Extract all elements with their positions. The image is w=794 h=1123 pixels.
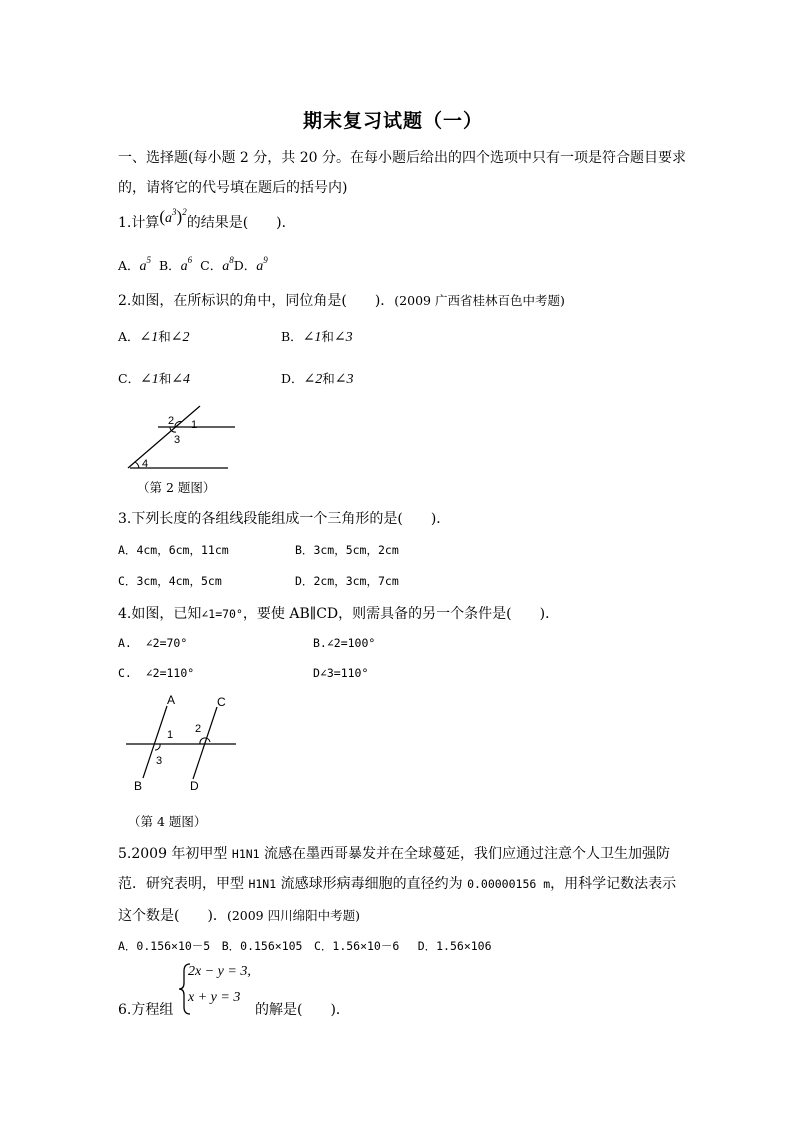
- section-heading-line2: 的，请将它的代号填在题后的括号内): [118, 180, 348, 196]
- q2-option-d: D．∠2和∠3: [281, 371, 354, 387]
- q2-fig-label-3: 3: [174, 434, 181, 446]
- q3-option-b: B．3cm，5cm，2cm: [295, 543, 399, 557]
- q3-option-a: A．4cm，6cm，11cm: [118, 543, 229, 557]
- q6-equation-1: 2x − y = 3,: [188, 964, 251, 979]
- q6-suffix: 的解是( )．: [255, 1002, 350, 1018]
- q4-option-d: D∠3=110°: [313, 666, 369, 680]
- q4-caption: （第 4 题图）: [128, 814, 207, 829]
- q1-prefix: 1.计算: [118, 215, 160, 231]
- q4-fig-label-a: A: [167, 693, 176, 707]
- q4-figure: [118, 690, 248, 800]
- q4-option-b: B.∠2=100°: [313, 636, 376, 650]
- q1-option-c: C．$a^8$: [200, 255, 234, 274]
- q1-expr-exp-inner: 3: [172, 207, 177, 217]
- q1-suffix: 的结果是( )．: [186, 215, 296, 231]
- q5-options: A．0.156×10－5 B．0.156×105 C．1.56×10－6 D．1.56×106: [118, 939, 492, 953]
- q1-expr-base: a: [165, 211, 173, 226]
- q1-stem: [118, 207, 296, 232]
- q1-expression: $(a^3)^2$: [159, 207, 187, 226]
- q1-option-a: A．$a^5$: [118, 255, 152, 274]
- q3-option-c: C．3cm，4cm，5cm: [118, 574, 222, 588]
- q5-line1: 5.2009 年初甲型 H1N1 流感在墨西哥暴发并在全球蔓延，我们应通过注意个人卫生加强防: [118, 846, 671, 862]
- q1-expr-exp-outer: 2: [182, 207, 187, 217]
- q4-stem: 4.如图，已知∠1=70°，要使 AB∥CD，则需具备的另一个条件是( )．: [118, 606, 560, 622]
- q2-option-a: A．∠1和∠2: [118, 329, 190, 345]
- q4-fig-line-cd: [193, 707, 217, 779]
- q4-fig-arc-3: [155, 744, 160, 750]
- q2-option-b: B．∠1和∠3: [281, 329, 353, 345]
- q4-option-a: A. ∠2=70°: [118, 636, 188, 650]
- q4-fig-label-1: 1: [167, 729, 174, 741]
- q4-fig-label-b: B: [134, 779, 143, 793]
- q2-fig-label-2: 2: [168, 415, 175, 427]
- q4-fig-label-d: D: [190, 779, 199, 793]
- q1-options: [118, 256, 268, 275]
- q2-stem: 2.如图，在所标识的角中，同位角是( )．(2009 广西省桂林百色中考题): [118, 293, 565, 309]
- q2-figure: [120, 400, 250, 475]
- q2-option-c: C．∠1和∠4: [118, 371, 191, 387]
- q1-option-b: B．$a^6$: [158, 255, 193, 274]
- q5-line2: 范．研究表明，甲型 H1N1 流感球形病毒细胞的直径约为 0.00000156 m，用科学记数法表示: [118, 876, 677, 892]
- section-heading-line1: 一、选择题(每小题 2 分，共 20 分。在每小题后给出的四个选项中只有一项是符合题目要求: [118, 150, 686, 166]
- page-title: 期末复习试题（一）: [303, 110, 484, 132]
- q6-equation-2: x + y = 3: [188, 990, 241, 1005]
- q3-stem: 3.下列长度的各组线段能组成一个三角形的是( )．: [118, 511, 451, 527]
- q4-option-c: C. ∠2=110°: [118, 666, 195, 680]
- q4-fig-line-ab: [143, 706, 167, 778]
- q3-option-d: D．2cm，3cm，7cm: [295, 574, 399, 588]
- q2-fig-label-1: 1: [191, 419, 198, 431]
- q6-prefix: 6.方程组: [118, 1002, 174, 1018]
- q1-option-d: D．$a^9$: [233, 255, 268, 274]
- q5-line3: 这个数是( )．(2009 四川绵阳中考题): [118, 908, 360, 924]
- q4-fig-label-2: 2: [195, 723, 202, 735]
- q4-fig-label-c: C: [217, 695, 226, 709]
- q2-fig-transversal: [128, 406, 200, 468]
- q2-fig-label-4: 4: [142, 458, 149, 470]
- q2-fig-arc-4: [135, 462, 139, 468]
- q2-caption: （第 2 题图）: [137, 480, 216, 495]
- q4-fig-label-3: 3: [156, 755, 163, 767]
